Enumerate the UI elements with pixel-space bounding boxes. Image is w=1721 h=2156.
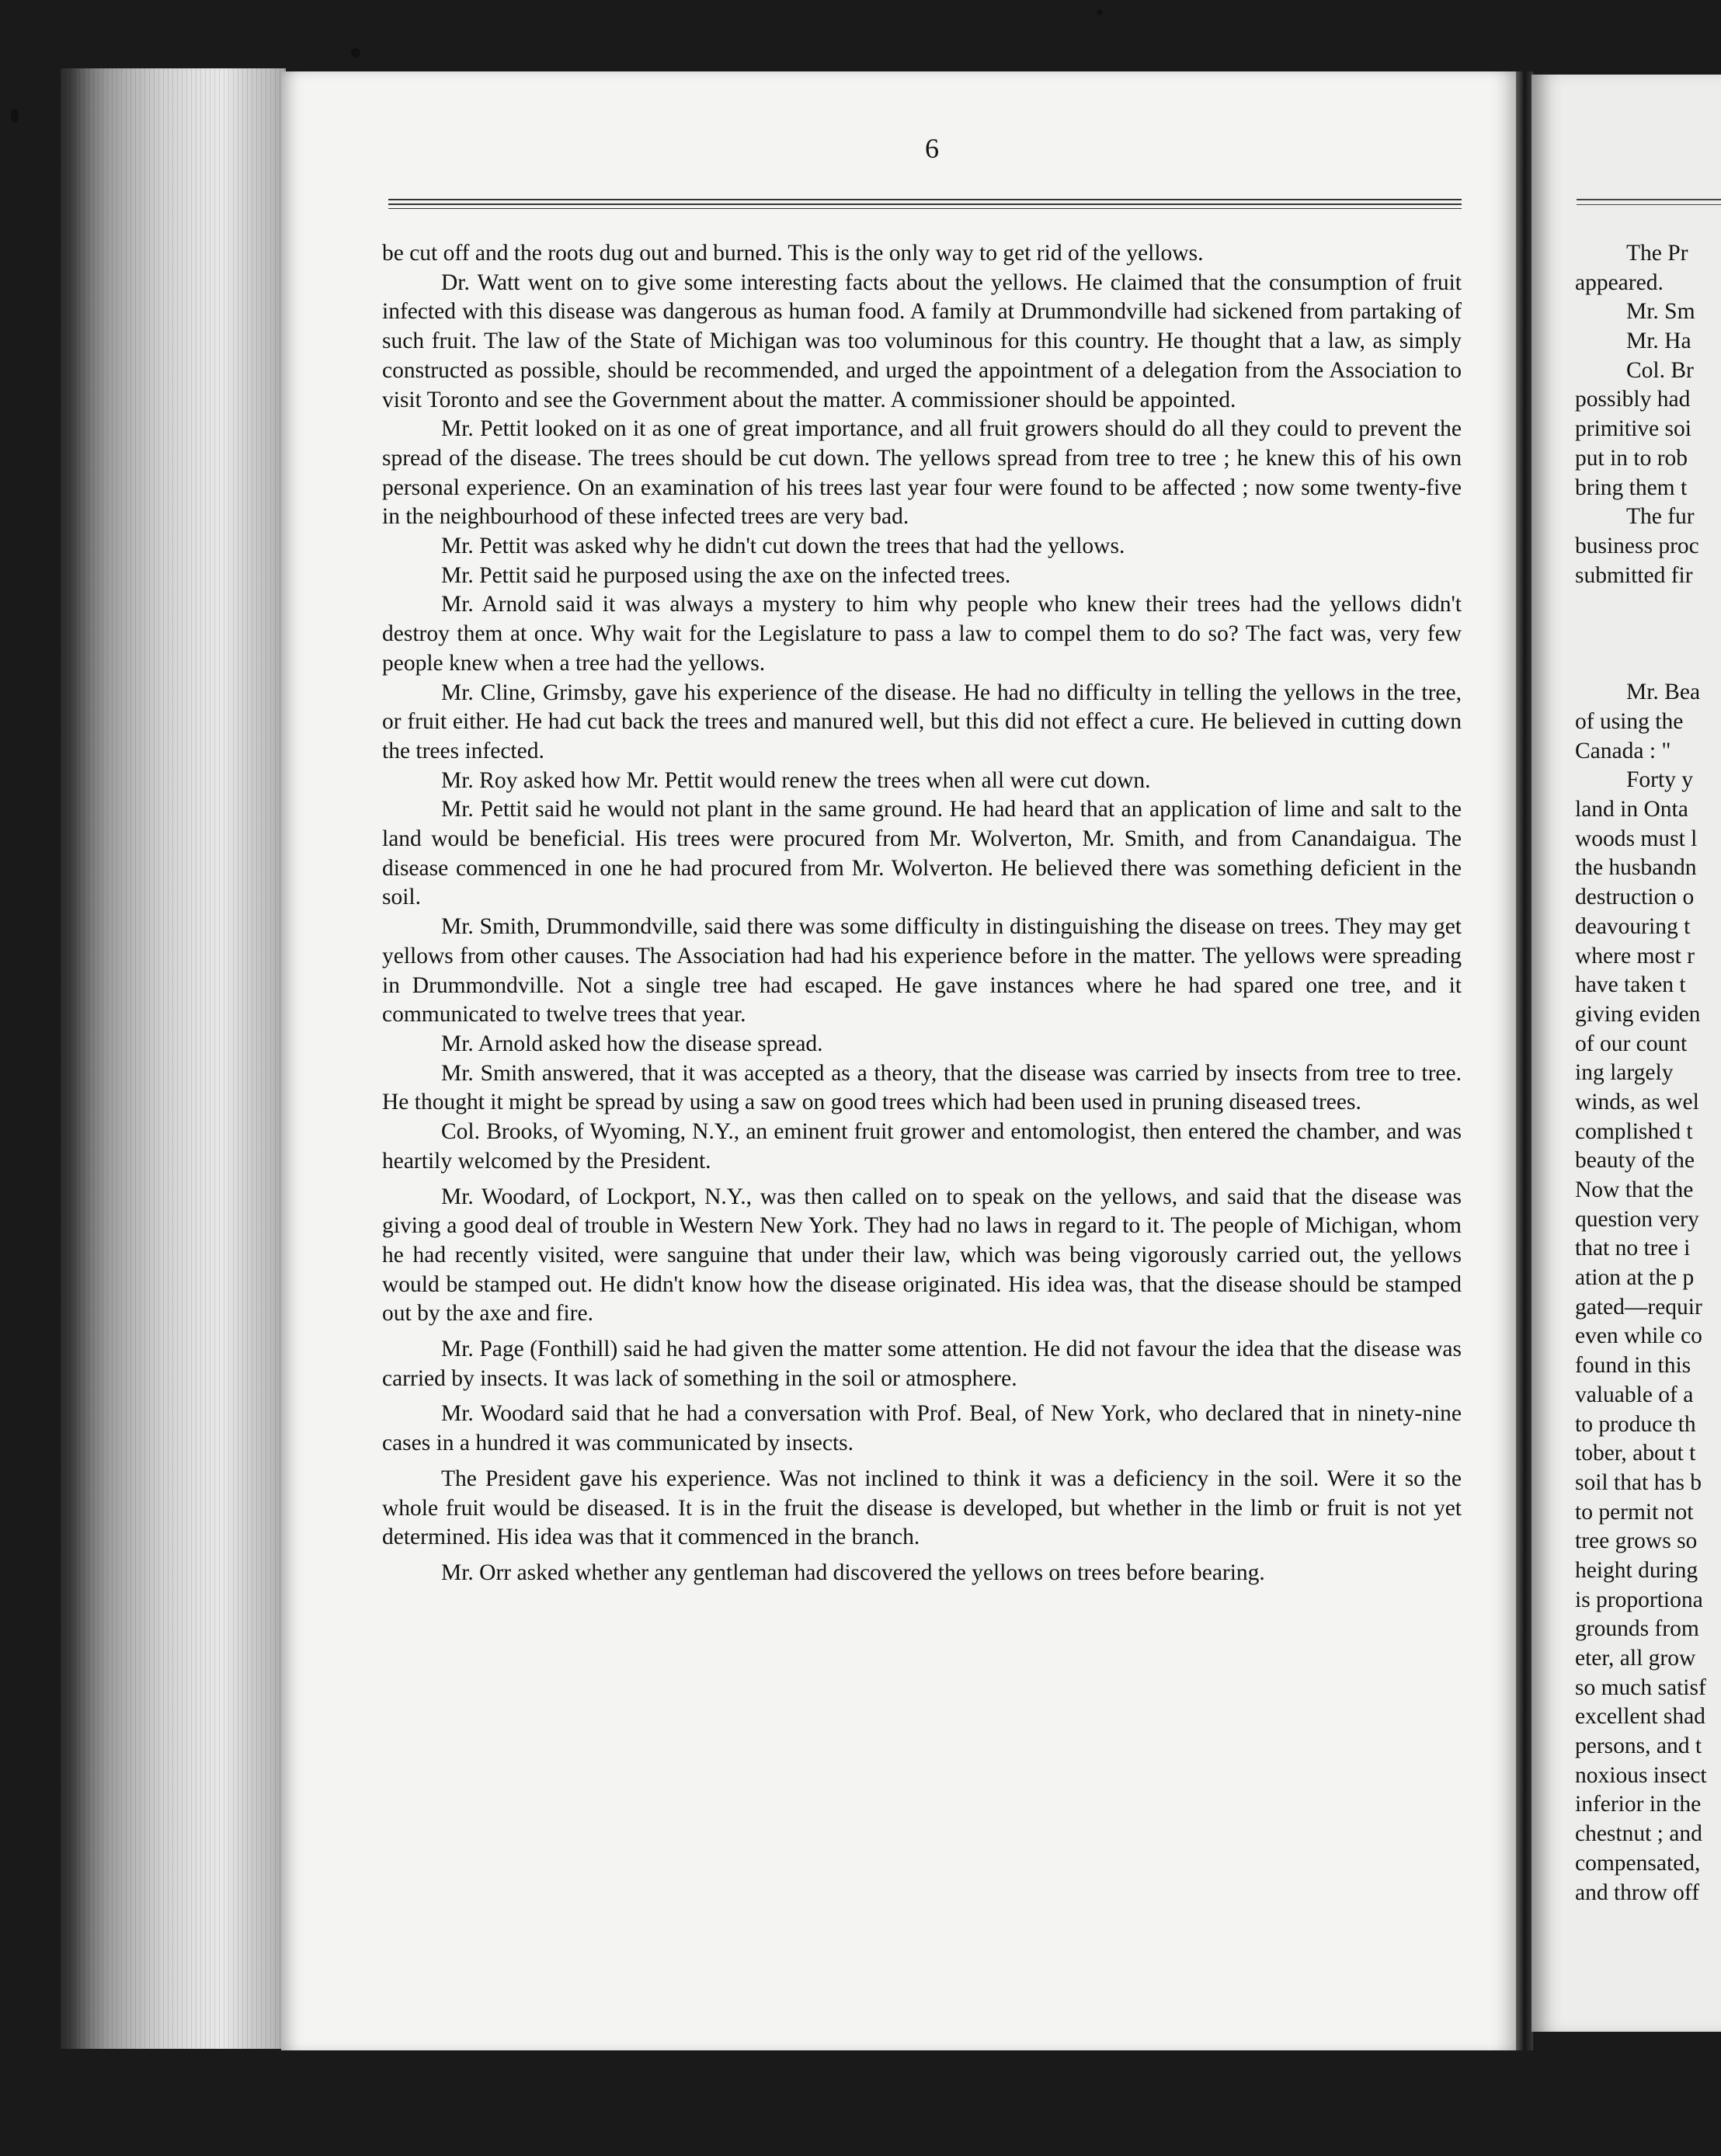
facing-page-line: complished t <box>1575 1118 1693 1144</box>
facing-page-line: Mr. Sm <box>1626 299 1695 325</box>
paragraph: Mr. Woodard, of Lockport, N.Y., was then called on to speak on the yellows, and said that the disease was giving a good deal of trouble in Western New York. They had no laws in regard to it. The people of Michigan, whom he had recently visited, were sanguine that under their law, which was being vigorously carried out, the yellows would be stamped out. He didn't know how the disease originated. His idea was, that the disease should be stamped out by the axe and fire. <box>382 1184 1462 1327</box>
facing-page-line: eter, all grow <box>1575 1646 1696 1671</box>
paragraph: Mr. Pettit said he purposed using the axe on the infected trees. <box>441 562 1011 588</box>
stacked-page-edges <box>61 68 286 2049</box>
facing-page-line: ation at the p <box>1575 1265 1695 1291</box>
facing-page-line: Mr. Ha <box>1626 329 1691 354</box>
header-rule-top <box>388 199 1462 200</box>
header-rule-bottom <box>388 208 1462 209</box>
facing-page-line: woods must l <box>1575 826 1698 851</box>
facing-page-line: and throw off <box>1575 1880 1700 1905</box>
paragraph: Mr. Cline, Grimsby, gave his experience of the disease. He had no difficulty in telling the yellows in the tree, or fruit either. He had cut back the trees and manured well, but this did not effect a cure. He believed in cutting down the trees infected. <box>382 680 1462 763</box>
bottom-background <box>0 2050 1721 2156</box>
dust-speck <box>1097 9 1103 16</box>
facing-page-line: submitted fir <box>1575 562 1693 588</box>
paragraph: Mr. Arnold asked how the disease spread. <box>441 1031 823 1056</box>
facing-page-line: put in to rob <box>1575 445 1688 471</box>
facing-page-line: Now that the <box>1575 1177 1694 1202</box>
facing-page-line: noxious insect <box>1575 1762 1707 1788</box>
paragraph: be cut off and the roots dug out and burned. This is the only way to get rid of the yellows. <box>382 241 1204 266</box>
facing-page-line: The Pr <box>1626 241 1688 266</box>
facing-page-line: of our count <box>1575 1031 1688 1056</box>
facing-page-line: business proc <box>1575 533 1699 558</box>
facing-page-line: found in this <box>1575 1353 1691 1379</box>
paragraph: Mr. Page (Fonthill) said he had given the matter some attention. He did not favour the idea that the disease was carried by insects. It was lack of something in the soil or atmosphere. <box>382 1337 1462 1391</box>
page-number: 6 <box>925 133 939 164</box>
facing-header-rule-top <box>1577 199 1721 200</box>
paragraph: Mr. Roy asked how Mr. Pettit would renew the trees when all were cut down. <box>441 767 1151 793</box>
facing-page-line: Forty y <box>1626 767 1694 793</box>
facing-page-line: primitive soi <box>1575 416 1691 442</box>
facing-page-line: tree grows so <box>1575 1528 1698 1554</box>
facing-page-line: land in Onta <box>1575 797 1688 822</box>
facing-page-line: beauty of the <box>1575 1148 1695 1174</box>
facing-page-line: of using the <box>1575 709 1684 734</box>
paragraph: Mr. Smith answered, that it was accepted as a theory, that the disease was carried by insects from tree to tree. He thought it might be spread by using a saw on good trees which had been used in pruning diseased trees. <box>382 1060 1462 1115</box>
facing-page-line <box>1575 620 1721 649</box>
facing-page-line: that no tree i <box>1575 1236 1691 1261</box>
facing-page-line: The fur <box>1626 504 1695 530</box>
facing-page-line: Canada : " <box>1575 738 1671 763</box>
facing-page-line: persons, and t <box>1575 1733 1702 1759</box>
dust-speck <box>351 48 360 57</box>
facing-page-line: so much satisf <box>1575 1674 1706 1700</box>
facing-page-line: possibly had <box>1575 387 1691 412</box>
facing-page-line: appeared. <box>1575 270 1664 295</box>
facing-page-line: winds, as wel <box>1575 1089 1699 1115</box>
paragraph: Mr. Orr asked whether any gentleman had discovered the yellows on trees before bearing. <box>441 1560 1265 1585</box>
dust-speck <box>11 109 19 123</box>
facing-page-text <box>1575 239 1721 1907</box>
facing-page-line: valuable of a <box>1575 1382 1694 1407</box>
paragraph: Mr. Arnold said it was always a mystery to him why people who knew their trees had the yellows didn't destroy them at once. Why wait for the Legislature to pass a law to compel them to do so? The fact was, very few people knew when a tree had the yellows. <box>382 592 1462 676</box>
facing-page-line: chestnut ; and <box>1575 1821 1702 1847</box>
facing-page-line: giving eviden <box>1575 1001 1701 1027</box>
page-body-text <box>382 239 1462 1588</box>
header-rule-middle <box>388 203 1462 205</box>
paragraph: Mr. Pettit was asked why he didn't cut down the trees that had the yellows. <box>441 534 1125 559</box>
facing-page-line: the husbandn <box>1575 855 1697 881</box>
facing-page-line: even while co <box>1575 1323 1702 1349</box>
paragraph: Mr. Smith, Drummondville, said there was some difficulty in distinguishing the disease on trees. They may get yellows from other causes. The Association had had his experience before in the matter. The yellows were spreading in Drummondville. Not a single tree had escaped. He gave instances where he had spared one tree, and it communicated to twelve trees that year. <box>382 914 1462 1028</box>
paragraph: Dr. Watt went on to give some interesting facts about the yellows. He claimed that the consumption of fruit infected with this disease was dangerous as human food. A family at Drummondville had sickened from partaking of such fruit. The law of the State of Michigan was too voluminous for this country. He thought that a law, as simply constructed as possible, should be recommended, and urged the appointment of a delegation from the Association to visit Toronto and see the Government about the matter. A commissioner should be appointed. <box>382 270 1462 412</box>
facing-page-line: height during <box>1575 1557 1698 1583</box>
paragraph: Mr. Woodard said that he had a conversation with Prof. Beal, of New York, who declared that in ninety-nine cases in a hundred it was communicated by insects. <box>382 1401 1462 1456</box>
facing-page-line: to permit not <box>1575 1499 1694 1525</box>
paragraph: Col. Brooks, of Wyoming, N.Y., an eminent fruit grower and entomologist, then entered the chamber, and was heartily welcomed by the President. <box>382 1119 1462 1174</box>
paragraph: The President gave his experience. Was not inclined to think it was a deficiency in the soil. Were it so the whole fruit would be diseased. It is in the fruit the disease is developed, but whether in the limb or fruit is not yet determined. His idea was that it commenced in the branch. <box>382 1466 1462 1550</box>
facing-page-line: to produce th <box>1575 1411 1696 1437</box>
facing-page-line: tober, about t <box>1575 1441 1696 1466</box>
facing-page-line: Col. Br <box>1626 357 1694 383</box>
facing-page-line: soil that has b <box>1575 1469 1702 1495</box>
facing-page-line: deavouring t <box>1575 913 1691 939</box>
facing-page-line: inferior in the <box>1575 1792 1702 1817</box>
facing-page-line: is proportiona <box>1575 1587 1703 1612</box>
paragraph: Mr. Pettit looked on it as one of great importance, and all fruit growers should do all they could to prevent the spread of the disease. The trees should be cut down. The yellows spread from tree to tree ; he knew this of his own personal experience. On an examination of his trees last year four were found to be affected ; now some twenty-five in the neighbourhood of these infected trees are very bad. <box>382 416 1462 530</box>
paragraph: Mr. Pettit said he would not plant in the same ground. He had heard that an application of lime and salt to the land would be beneficial. His trees were procured from Mr. Wolverton, Mr. Smith, and from Canandaigua. The disease commenced in one he had procured from Mr. Wolverton. He believed there was something deficient in the soil. <box>382 797 1462 910</box>
facing-page-line: gated—requir <box>1575 1294 1702 1320</box>
facing-page-line: question very <box>1575 1206 1699 1232</box>
facing-page-line: compensated, <box>1575 1850 1701 1876</box>
facing-page-line: Mr. Bea <box>1626 680 1701 705</box>
book-gutter <box>1516 71 1533 2052</box>
facing-page-line: ing largely <box>1575 1060 1674 1086</box>
facing-page-line: excellent shad <box>1575 1704 1705 1730</box>
facing-page-line: have taken t <box>1575 972 1686 998</box>
facing-page-line: grounds from <box>1575 1616 1699 1642</box>
facing-page-line <box>1575 649 1721 679</box>
facing-page-line: where most r <box>1575 943 1695 968</box>
facing-page-line: destruction o <box>1575 885 1695 910</box>
facing-header-rule-bottom <box>1577 204 1721 205</box>
facing-page-line: bring them t <box>1575 475 1688 500</box>
facing-page-line <box>1575 590 1721 620</box>
